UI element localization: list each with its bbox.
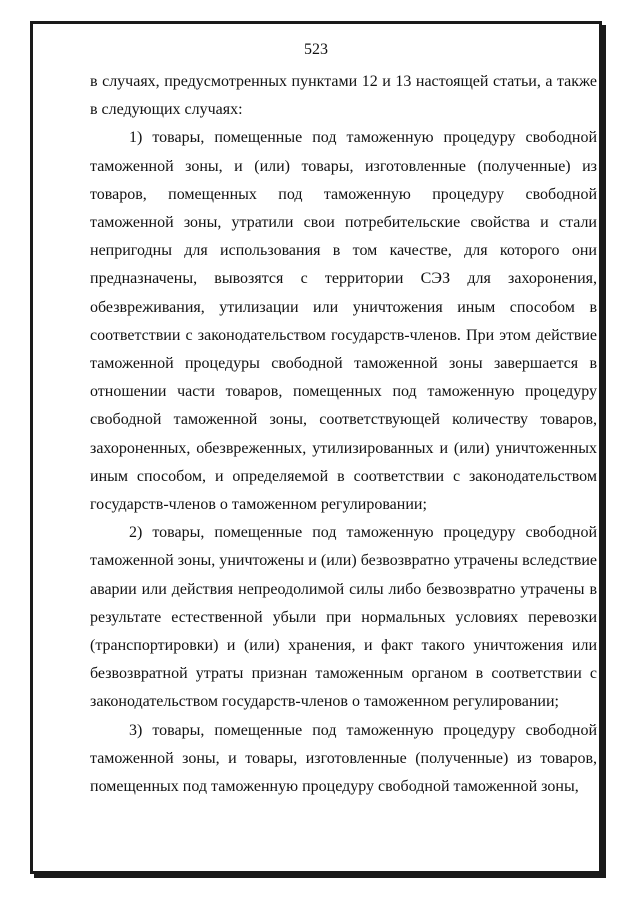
- paragraph-item-2: 2) товары, помещенные под таможенную процедуру свободной таможенной зоны, уничтожены и (или) безвозвратно утрачены вследствие аварии или действия непреодолимой силы либо безвозвратно утрачены в результате естественной убыли при нормальных условиях перевозки (транспортировки) и (или) хранения, и факт такого уничтожения или безвозвратной утраты признан таможенным органом в соответствии с законодательством государств-членов о таможенном регулировании;: [90, 524, 597, 711]
- paragraph-item-3: 3) товары, помещенные под таможенную процедуру свободной таможенной зоны, и товары, изготовленные (полученные) из товаров, помещенных под таможенную процедуру свободной таможенной зоны,: [90, 721, 597, 796]
- page-frame: [30, 21, 602, 874]
- paragraph-item-1: 1) товары, помещенные под таможенную процедуру свободной таможенной зоны, и (или) товары, изготовленные (полученные) из товаров, помещенных под таможенную процедуру свободной таможенной зоны, утратили свои потребительские свойства и стали непригодны для использования в том качестве, для которого они предназначены, вывозятся с территории СЭЗ для захоронения, обезвреживания, утилизации или уничтожения иным способом в соответствии с законодательством государств-членов. При этом действие таможенной процедуры свободной таможенной зоны завершается в отношении части товаров, помещенных под таможенную процедуру свободной таможенной зоны, соответствующей количеству товаров, захороненных, обезвреженных, утилизированных и (или) уничтоженных иным способом, и определяемой в соответствии с законодательством государств-членов о таможенном регулировании;: [90, 129, 597, 514]
- document-body: [90, 68, 597, 801]
- page-number: 523: [304, 41, 328, 58]
- paragraph-intro: в случаях, предусмотренных пунктами 12 и 13 настоящей статьи, а также в следующих случаях:: [90, 73, 597, 119]
